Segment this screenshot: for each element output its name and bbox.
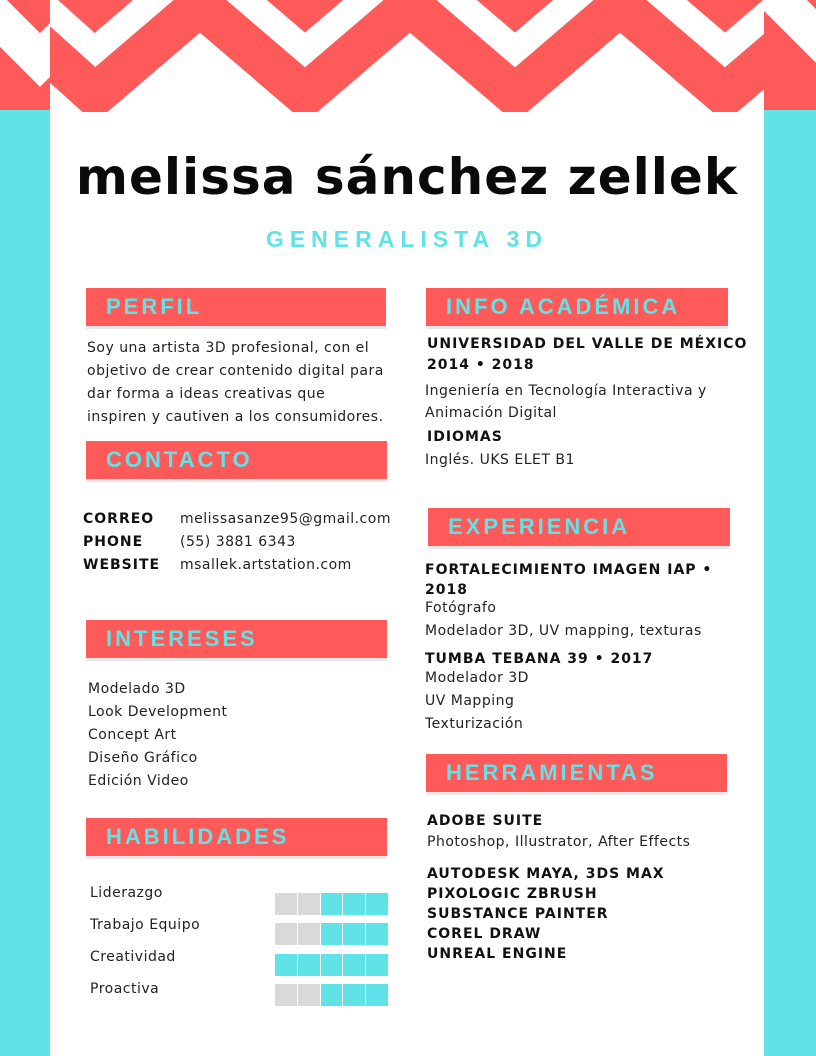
school-years: 2014 • 2018: [427, 357, 535, 373]
job1-title-line1: FORTALECIMIENTO IMAGEN IAP •: [425, 562, 713, 578]
interest-item: Modelado 3D: [88, 681, 186, 697]
tool-item: AUTODESK MAYA, 3DS MAX: [427, 866, 665, 882]
skill-label-proactiva: Proactiva: [90, 981, 160, 997]
page-chevron-pattern: [50, 0, 764, 112]
section-header-academica: [426, 288, 728, 326]
resume-page: [50, 0, 764, 1056]
skill-cell-filled: [298, 954, 321, 976]
skill-cell-filled: [343, 984, 366, 1006]
skill-cell-filled: [275, 954, 298, 976]
job-item: UV Mapping: [425, 693, 515, 709]
experiencia-heading: EXPERIENCIA: [448, 514, 631, 539]
skill-cell-empty: [298, 984, 321, 1006]
habilidades-heading: HABILIDADES: [106, 824, 290, 849]
interest-item: Diseño Gráfico: [88, 750, 198, 766]
herramientas-heading: HERRAMIENTAS: [446, 760, 658, 785]
skill-cell-filled: [321, 954, 344, 976]
interest-item: Concept Art: [88, 727, 177, 743]
degree-line-2: Animación Digital: [425, 405, 557, 421]
job1-title-line2: 2018: [425, 582, 468, 598]
perfil-heading: PERFIL: [106, 294, 203, 319]
section-header-intereses: [86, 620, 387, 658]
job-title: GENERALISTA 3D: [265, 226, 549, 252]
job2-title: TUMBA TEBANA 39 • 2017: [425, 651, 654, 667]
skill-bar: [275, 893, 388, 915]
skill-cell-empty: [275, 893, 298, 915]
tool-item: PIXOLOGIC ZBRUSH: [427, 886, 598, 902]
contact-label-phone: PHONE: [83, 534, 144, 550]
job-item: Modelador 3D: [425, 670, 529, 686]
section-header-contacto: [86, 441, 387, 479]
intereses-heading: INTERESES: [106, 626, 258, 651]
section-header-herramientas: [426, 754, 727, 792]
tool-item: COREL DRAW: [427, 926, 542, 942]
skill-cell-filled: [366, 954, 388, 976]
contact-label-website: WEBSITE: [83, 557, 161, 573]
skill-bar: [275, 954, 388, 976]
skill-cell-filled: [366, 923, 388, 945]
degree-line-1: Ingeniería en Tecnología Interactiva y: [425, 383, 707, 399]
skill-bar: [275, 984, 388, 1006]
skill-cell-filled: [366, 893, 388, 915]
contact-value-website: msallek.artstation.com: [180, 557, 352, 573]
job1-items: [425, 600, 702, 646]
skill-cell-empty: [275, 984, 298, 1006]
section-header-habilidades: [86, 818, 387, 856]
interest-item: Edición Video: [88, 773, 189, 789]
skill-cell-filled: [321, 984, 344, 1006]
skill-cell-filled: [321, 893, 344, 915]
intereses-list: [88, 681, 228, 796]
contacto-heading: CONTACTO: [106, 447, 253, 472]
idiomas-label: IDIOMAS: [427, 429, 503, 445]
skill-label-liderazgo: Liderazgo: [90, 885, 163, 901]
job-item: Modelador 3D, UV mapping, texturas: [425, 623, 702, 639]
skill-cell-empty: [298, 893, 321, 915]
skill-cell-filled: [343, 893, 366, 915]
tool-item: SUBSTANCE PAINTER: [427, 906, 609, 922]
school-name: UNIVERSIDAD DEL VALLE DE MÉXICO: [427, 336, 748, 352]
job2-items: [425, 670, 529, 739]
person-name: melissa sánchez zellek: [75, 148, 739, 206]
job-item: Texturización: [425, 716, 524, 732]
section-header-experiencia: [428, 508, 730, 546]
adobe-title: ADOBE SUITE: [427, 813, 544, 829]
idiomas-value: Inglés. UKS ELET B1: [425, 452, 575, 468]
contact-value-correo: melissasanze95@gmail.com: [180, 511, 391, 527]
skill-cell-filled: [343, 923, 366, 945]
skill-cell-filled: [343, 954, 366, 976]
contact-label-correo: CORREO: [83, 511, 155, 527]
skill-cell-filled: [366, 984, 388, 1006]
skill-cell-filled: [321, 923, 344, 945]
skill-cell-empty: [275, 923, 298, 945]
academica-heading: INFO ACADÉMICA: [446, 294, 681, 319]
skill-cell-empty: [298, 923, 321, 945]
perfil-text: Soy una artista 3D profesional, con el objetivo de crear contenido digital para dar forma a ideas creativas que inspiren y cautiven a los consumidores.: [87, 340, 384, 425]
job-item: Fotógrafo: [425, 600, 497, 616]
contact-value-phone: (55) 3881 6343: [180, 534, 296, 550]
interest-item: Look Development: [88, 704, 228, 720]
section-header-perfil: [86, 288, 386, 326]
adobe-desc: Photoshop, Illustrator, After Effects: [427, 834, 691, 850]
skill-label-trabajo-equipo: Trabajo Equipo: [90, 917, 201, 933]
skill-bar: [275, 923, 388, 945]
tool-item: UNREAL ENGINE: [427, 946, 568, 962]
skill-label-creatividad: Creatividad: [90, 949, 176, 965]
